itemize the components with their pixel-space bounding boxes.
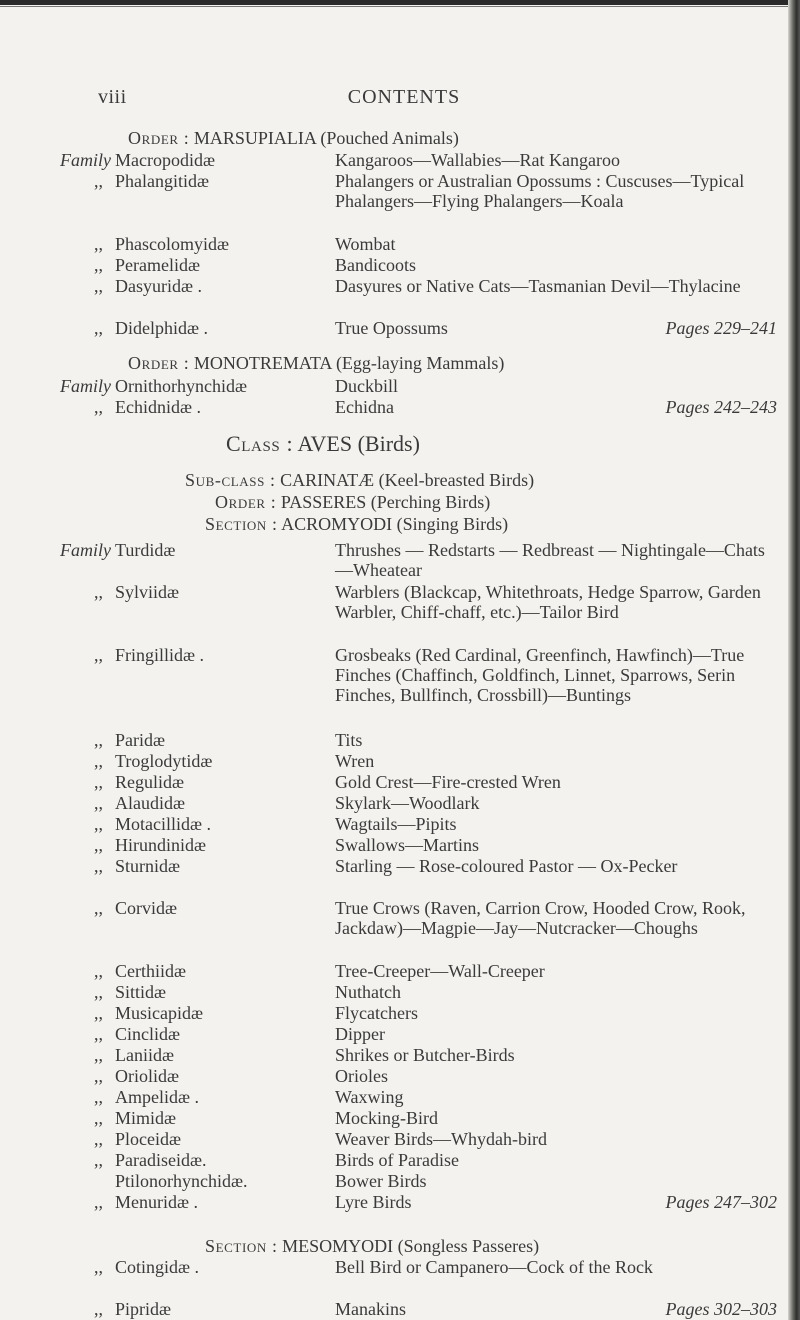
- rank-heading: [205, 514, 508, 534]
- family-name: Phalangitidæ: [115, 171, 209, 191]
- family-name: Paradiseidæ.: [115, 1150, 207, 1170]
- family-name: Oriolidæ: [115, 1066, 180, 1086]
- ditto-mark: ,,: [94, 856, 103, 876]
- family-name: Echidnidæ .: [115, 397, 201, 417]
- ditto-mark: ,,: [94, 1129, 103, 1149]
- family-description: [335, 276, 777, 296]
- family-description: [335, 1171, 777, 1191]
- rank-label: Class :: [226, 431, 294, 456]
- ditto-mark: ,,: [94, 1150, 103, 1170]
- family-name: Motacillidæ .: [115, 814, 211, 834]
- ditto-mark: ,,: [94, 1024, 103, 1044]
- rank-heading: [205, 1236, 539, 1256]
- ditto-mark: ,,: [94, 730, 103, 750]
- family-description: [335, 1003, 777, 1023]
- description-text: Bandicoots: [335, 255, 416, 275]
- family-description: [335, 1066, 777, 1086]
- description-text: Starling — Rose-coloured Pastor — Ox-Pecker: [335, 856, 678, 876]
- description-text: True Crows (Raven, Carrion Crow, Hooded Crow, Rook, Jackdaw)—Magpie—Jay—Nutcracker—Choughs: [335, 898, 746, 938]
- family-name: Ptilonorhynchidæ.: [115, 1171, 248, 1191]
- ditto-mark: ,,: [94, 1257, 103, 1277]
- ditto-mark: ,,: [94, 397, 103, 417]
- rank-title: PASSERES (Perching Birds): [280, 492, 491, 512]
- rank-heading: [128, 128, 459, 148]
- ditto-mark: ,,: [94, 898, 103, 918]
- family-name: Alaudidæ: [115, 793, 185, 813]
- description-text: Manakins: [335, 1299, 406, 1319]
- description-text: Phalangers or Australian Opossums : Cuscuses—Typical Phalangers—Flying Phalangers—Koala: [335, 171, 745, 211]
- family-label: Family: [60, 150, 111, 170]
- page-edge-shadow: [788, 0, 800, 1320]
- family-name: Sittidæ: [115, 982, 167, 1002]
- description-text: Orioles: [335, 1066, 388, 1086]
- description-text: Skylark—Woodlark: [335, 793, 480, 813]
- rank-heading: [128, 353, 504, 373]
- family-name: Pipridæ: [115, 1299, 172, 1319]
- ditto-mark: ,,: [94, 255, 103, 275]
- family-name: Ornithorhynchidæ: [115, 376, 247, 396]
- family-description: [335, 898, 777, 938]
- ditto-mark: ,,: [94, 814, 103, 834]
- description-text: Kangaroos—Wallabies—Rat Kangaroo: [335, 150, 620, 170]
- family-name: Troglodytidæ: [115, 751, 213, 771]
- description-text: Bell Bird or Campanero—Cock of the Rock: [335, 1257, 653, 1277]
- family-description: [335, 150, 777, 170]
- rank-title: ACROMYODI (Singing Birds): [281, 514, 509, 534]
- description-text: Shrikes or Butcher-Birds: [335, 1045, 515, 1065]
- description-text: Dasyures or Native Cats—Tasmanian Devil—Thylacine: [335, 276, 741, 296]
- family-description: [335, 793, 777, 813]
- description-text: Wombat: [335, 234, 396, 254]
- family-description: [335, 1257, 777, 1277]
- ditto-mark: ,,: [94, 1066, 103, 1086]
- family-name: Ampelidæ .: [115, 1087, 199, 1107]
- page-range: Pages 302–303: [665, 1299, 777, 1319]
- family-description: [335, 318, 777, 338]
- family-description: [335, 1024, 777, 1044]
- rank-heading: [185, 470, 534, 490]
- ditto-mark: ,,: [94, 582, 103, 602]
- description-text: Thrushes — Redstarts — Redbreast — Nightingale—Chats—Wheatear: [335, 540, 765, 580]
- page-top-rule-thin: [0, 6, 800, 7]
- running-head: CONTENTS: [347, 86, 461, 108]
- family-description: [335, 730, 777, 750]
- ditto-mark: ,,: [94, 1192, 103, 1212]
- family-description: [335, 540, 777, 580]
- family-description: [335, 234, 777, 254]
- ditto-mark: ,,: [94, 645, 103, 665]
- family-name: Sturnidæ: [115, 856, 181, 876]
- rank-label: Sub-class :: [185, 470, 276, 490]
- family-description: [335, 772, 777, 792]
- family-name: Regulidæ: [115, 772, 185, 792]
- rank-title: MONOTREMATA (Egg-laying Mammals): [193, 353, 505, 373]
- rank-label: Section :: [205, 1236, 278, 1256]
- family-description: [335, 982, 777, 1002]
- description-text: Bower Birds: [335, 1171, 427, 1191]
- family-description: [335, 856, 777, 876]
- family-name: Cinclidæ: [115, 1024, 181, 1044]
- description-text: Duckbill: [335, 376, 398, 396]
- rank-label: Order :: [128, 353, 190, 373]
- family-description: [335, 582, 777, 622]
- description-text: Lyre Birds: [335, 1192, 412, 1212]
- family-name: Laniidæ: [115, 1045, 174, 1065]
- page-number: viii: [98, 86, 127, 108]
- family-description: [335, 1045, 777, 1065]
- family-name: Musicapidæ: [115, 1003, 203, 1023]
- description-text: Gold Crest—Fire-crested Wren: [335, 772, 561, 792]
- family-description: [335, 961, 777, 981]
- rank-title: CARINATÆ (Keel-breasted Birds): [280, 470, 535, 490]
- description-text: Wren: [335, 751, 375, 771]
- description-text: Tits: [335, 730, 363, 750]
- rank-heading: [215, 492, 490, 512]
- family-name: Mimidæ: [115, 1108, 177, 1128]
- family-name: Ploceidæ: [115, 1129, 181, 1149]
- ditto-mark: ,,: [94, 793, 103, 813]
- family-name: Turdidæ: [115, 540, 176, 560]
- family-name: Didelphidæ .: [115, 318, 208, 338]
- ditto-mark: ,,: [94, 1087, 103, 1107]
- description-text: Waxwing: [335, 1087, 404, 1107]
- rank-title: AVES (Birds): [297, 431, 420, 456]
- ditto-mark: ,,: [94, 171, 103, 191]
- family-name: Dasyuridæ .: [115, 276, 202, 296]
- family-description: [335, 171, 777, 211]
- description-text: Flycatchers: [335, 1003, 418, 1023]
- family-description: [335, 1150, 777, 1170]
- description-text: Tree-Creeper—Wall-Creeper: [335, 961, 545, 981]
- family-description: [335, 751, 777, 771]
- family-description: [335, 1087, 777, 1107]
- page-range: Pages 242–243: [665, 397, 777, 417]
- ditto-mark: ,,: [94, 751, 103, 771]
- page-range: Pages 229–241: [665, 318, 777, 338]
- ditto-mark: ,,: [94, 961, 103, 981]
- ditto-mark: ,,: [94, 1108, 103, 1128]
- ditto-mark: ,,: [94, 982, 103, 1002]
- description-text: Birds of Paradise: [335, 1150, 459, 1170]
- family-name: Phascolomyidæ: [115, 234, 230, 254]
- family-name: Certhiidæ: [115, 961, 186, 981]
- family-description: [335, 1299, 777, 1319]
- family-description: [335, 255, 777, 275]
- rank-title: MARSUPIALIA (Pouched Animals): [193, 128, 459, 148]
- ditto-mark: ,,: [94, 318, 103, 338]
- family-name: Macropodidæ: [115, 150, 215, 170]
- description-text: Dipper: [335, 1024, 385, 1044]
- rank-label: Order :: [215, 492, 277, 512]
- description-text: Nuthatch: [335, 982, 401, 1002]
- description-text: True Opossums: [335, 318, 448, 338]
- ditto-mark: ,,: [94, 234, 103, 254]
- description-text: Warblers (Blackcap, Whitethroats, Hedge Sparrow, Garden Warbler, Chiff-chaff, etc.)—Tailor Bird: [335, 582, 761, 622]
- page-top-rule: [0, 0, 800, 5]
- description-text: Weaver Birds—Whydah-bird: [335, 1129, 547, 1149]
- family-name: Menuridæ .: [115, 1192, 198, 1212]
- family-description: [335, 376, 777, 396]
- family-name: Sylviidæ: [115, 582, 180, 602]
- family-name: Cotingidæ .: [115, 1257, 200, 1277]
- ditto-mark: ,,: [94, 1299, 103, 1319]
- ditto-mark: ,,: [94, 1045, 103, 1065]
- description-text: Wagtails—Pipits: [335, 814, 457, 834]
- family-description: [335, 835, 777, 855]
- family-name: Fringillidæ .: [115, 645, 205, 665]
- family-name: Corvidæ: [115, 898, 178, 918]
- family-label: Family: [60, 376, 111, 396]
- description-text: Echidna: [335, 397, 394, 417]
- description-text: Mocking-Bird: [335, 1108, 438, 1128]
- rank-label: Section :: [205, 514, 278, 534]
- ditto-mark: ,,: [94, 772, 103, 792]
- ditto-mark: ,,: [94, 835, 103, 855]
- family-description: [335, 1129, 777, 1149]
- family-name: Paridæ: [115, 730, 166, 750]
- family-name: Peramelidæ: [115, 255, 200, 275]
- family-name: Hirundinidæ: [115, 835, 207, 855]
- family-description: [335, 397, 777, 417]
- description-text: Grosbeaks (Red Cardinal, Greenfinch, Hawfinch)—True Finches (Chaffinch, Goldfinch, Linnet, Sparrows, Serin Finches, Bullfinch, Crossbill)—Buntings: [335, 645, 745, 705]
- page-range: Pages 247–302: [665, 1192, 777, 1212]
- family-label: Family: [60, 540, 111, 560]
- ditto-mark: ,,: [94, 276, 103, 296]
- family-description: [335, 645, 777, 705]
- family-description: [335, 814, 777, 834]
- class-heading: [226, 431, 420, 456]
- rank-title: MESOMYODI (Songless Passeres): [282, 1236, 540, 1256]
- ditto-mark: ,,: [94, 1003, 103, 1023]
- rank-label: Order :: [128, 128, 190, 148]
- family-description: [335, 1108, 777, 1128]
- description-text: Swallows—Martins: [335, 835, 479, 855]
- family-description: [335, 1192, 777, 1212]
